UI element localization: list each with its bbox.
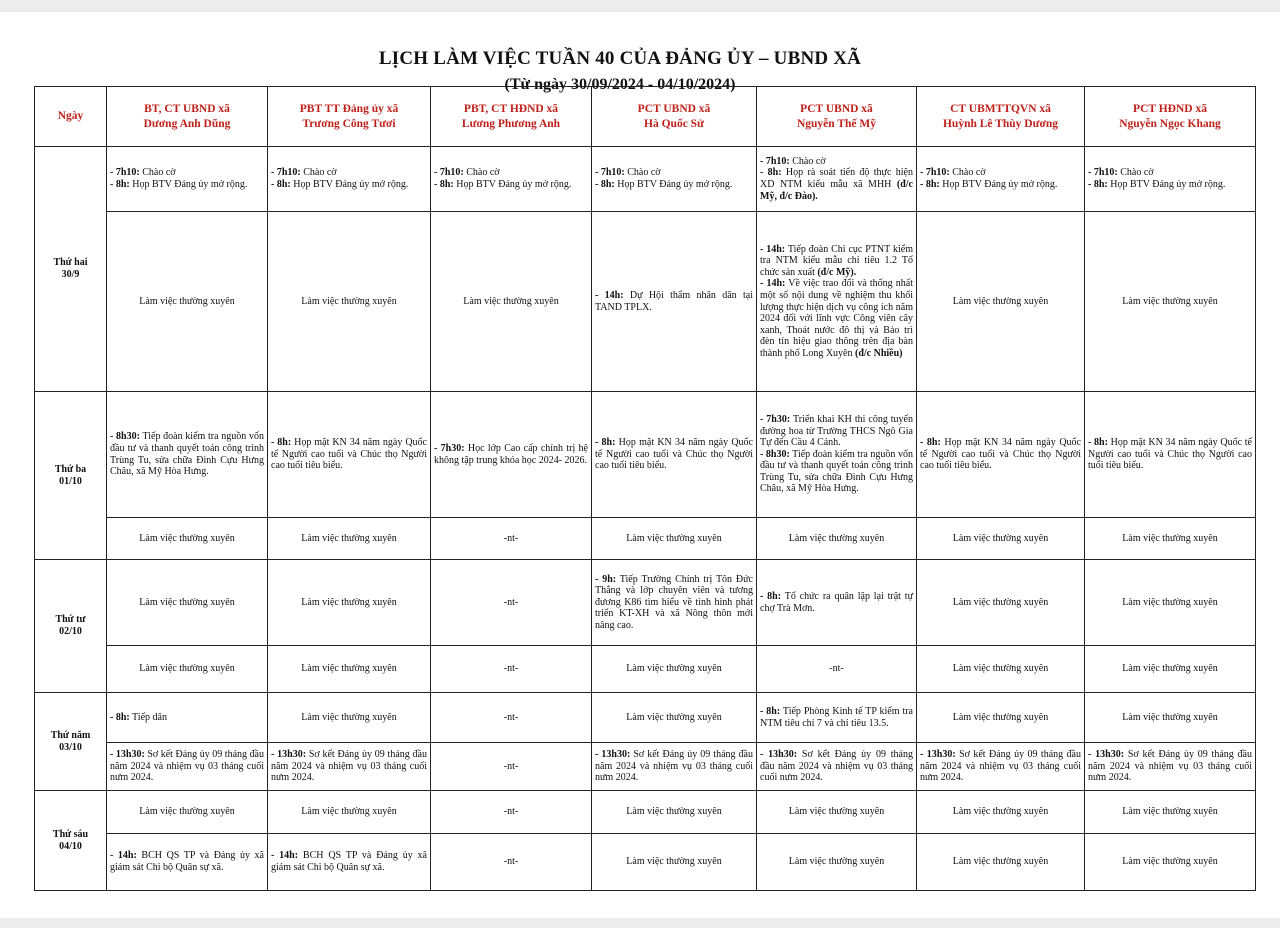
schedule-cell: Làm việc thường xuyên	[917, 791, 1085, 834]
schedule-cell: Làm việc thường xuyên	[917, 834, 1085, 891]
schedule-cell: Làm việc thường xuyên	[107, 212, 268, 392]
schedule-cell: -nt-	[757, 646, 917, 693]
table-row	[35, 147, 1256, 212]
table-row	[35, 693, 1256, 743]
table-row	[35, 518, 1256, 560]
schedule-cell: -nt-	[431, 560, 592, 646]
schedule-cell: - 7h10: Chào cờ - 8h: Họp BTV Đảng ủy mở rộng.	[268, 147, 431, 212]
schedule-cell: - 14h: Tiếp đoàn Chi cục PTNT kiểm tra NTM kiểu mẫu chỉ tiêu 1.2 Tổ chức sản xuất (đ/c Mỹ). - 14h: Về việc trao đổi và thống nhất một số nội dung về nghiệm thu khối lượng thực hiện dịch vụ công ích năm 2024 đối với lĩnh vực Công viên cây xanh, Thoát nước đô thị và Bảo trì đèn tín hiệu giao thông trên địa bàn thành phố Long Xuyên (đ/c Nhiều)	[757, 212, 917, 392]
schedule-cell: Làm việc thường xuyên	[1085, 693, 1256, 743]
page-title: LỊCH LÀM VIỆC TUẦN 40 CỦA ĐẢNG ỦY – UBND XÃ	[378, 48, 862, 69]
schedule-cell: -nt-	[431, 693, 592, 743]
schedule-cell: - 7h10: Chào cờ - 8h: Họp BTV Đảng ủy mở rộng.	[107, 147, 268, 212]
schedule-cell: Làm việc thường xuyên	[592, 834, 757, 891]
schedule-cell: - 7h30: Học lớp Cao cấp chính trị hệ không tập trung khóa học 2024- 2026.	[431, 392, 592, 518]
schedule-cell: Làm việc thường xuyên	[592, 693, 757, 743]
schedule-cell: Làm việc thường xuyên	[917, 212, 1085, 392]
schedule-cell: - 13h30: Sơ kết Đảng ủy 09 tháng đầu năm 2024 và nhiệm vụ 03 tháng cuối nưm 2024.	[268, 743, 431, 791]
table-row	[35, 791, 1256, 834]
schedule-cell: - 7h10: Chào cờ - 8h: Họp BTV Đảng ủy mở rộng.	[1085, 147, 1256, 212]
schedule-cell: Làm việc thường xuyên	[1085, 834, 1256, 891]
schedule-cell: - 13h30: Sơ kết Đảng ủy 09 tháng đầu năm 2024 và nhiệm vụ 03 tháng cuối nưm 2024.	[592, 743, 757, 791]
day-cell-thursday: Thứ năm 03/10	[35, 693, 107, 791]
table-row	[35, 646, 1256, 693]
schedule-cell: - 14h: BCH QS TP và Đảng ủy xã giám sát Chi bộ Quân sự xã.	[107, 834, 268, 891]
schedule-cell: Làm việc thường xuyên	[1085, 212, 1256, 392]
schedule-cell: Làm việc thường xuyên	[268, 560, 431, 646]
schedule-cell: Làm việc thường xuyên	[757, 518, 917, 560]
day-cell-tuesday: Thứ ba 01/10	[35, 392, 107, 560]
table-row	[35, 834, 1256, 891]
schedule-cell: - 13h30: Sơ kết Đảng ủy 09 tháng đầu năm 2024 và nhiệm vụ 03 tháng cuối nưm 2024.	[107, 743, 268, 791]
schedule-cell: Làm việc thường xuyên	[268, 693, 431, 743]
schedule-cell: Làm việc thường xuyên	[917, 693, 1085, 743]
schedule-cell: Làm việc thường xuyên	[917, 646, 1085, 693]
schedule-cell: - 8h30: Tiếp đoàn kiểm tra nguồn vốn đầu tư và thanh quyết toán công trình Trùng Tu, sửa chữa Đình Cựu Hưng Châu, xã Mỹ Hòa Hưng.	[107, 392, 268, 518]
schedule-cell: - 8h: Họp mặt KN 34 năm ngày Quốc tế Người cao tuổi và Chúc thọ Người cao tuổi tiêu biểu.	[917, 392, 1085, 518]
schedule-cell: Làm việc thường xuyên	[107, 646, 268, 693]
schedule-cell: Làm việc thường xuyên	[592, 791, 757, 834]
schedule-cell: - 8h: Họp mặt KN 34 năm ngày Quốc tế Người cao tuổi và Chúc thọ Người cao tuổi tiêu biểu.	[268, 392, 431, 518]
schedule-cell: Làm việc thường xuyên	[917, 560, 1085, 646]
schedule-cell: Làm việc thường xuyên	[1085, 560, 1256, 646]
schedule-cell: - 7h10: Chào cờ - 8h: Họp BTV Đảng ủy mở rộng.	[431, 147, 592, 212]
day-cell-monday: Thứ hai 30/9	[35, 147, 107, 392]
schedule-cell: - 8h: Tổ chức ra quân lập lại trật tự chợ Trà Mơn.	[757, 560, 917, 646]
schedule-cell: Làm việc thường xuyên	[1085, 518, 1256, 560]
schedule-table	[34, 86, 1256, 891]
schedule-cell: - 14h: Dự Hội thẩm nhân dân tại TAND TPLX.	[592, 212, 757, 392]
schedule-cell: - 8h: Tiếp Phòng Kinh tế TP kiểm tra NTM tiêu chí 7 và chỉ tiêu 13.5.	[757, 693, 917, 743]
schedule-cell: Làm việc thường xuyên	[107, 560, 268, 646]
schedule-cell: - 7h10: Chào cờ - 8h: Họp BTV Đảng ủy mở rộng.	[917, 147, 1085, 212]
schedule-cell: -nt-	[431, 743, 592, 791]
header-row	[35, 87, 1256, 147]
schedule-cell: Làm việc thường xuyên	[431, 212, 592, 392]
schedule-cell: Làm việc thường xuyên	[757, 834, 917, 891]
schedule-cell: - 8h: Tiếp dân	[107, 693, 268, 743]
schedule-cell: -nt-	[431, 834, 592, 891]
schedule-cell: Làm việc thường xuyên	[917, 518, 1085, 560]
schedule-cell: Làm việc thường xuyên	[107, 518, 268, 560]
table-row	[35, 743, 1256, 791]
schedule-cell: -nt-	[431, 518, 592, 560]
col-header-tuoi: PBT TT Đảng ủy xã Trương Công Tươi	[268, 87, 431, 147]
page-subtitle: (Từ ngày 30/09/2024 - 04/10/2024)	[504, 76, 736, 93]
schedule-cell: - 7h30: Triển khai KH thi công tuyến đường hoa từ Trường THCS Ngô Gia Tự đến Cầu 4 Cảnh. - 8h30: Tiếp đoàn kiểm tra nguồn vốn đầu tư và thanh quyết toán công trình Trùng Tu, sửa chữa Đình Cựu Hưng Châu, xã Mỹ Hòa Hưng.	[757, 392, 917, 518]
schedule-cell: -nt-	[431, 791, 592, 834]
schedule-cell: - 8h: Họp mặt KN 34 năm ngày Quốc tế Người cao tuổi và Chúc thọ Người cao tuổi tiêu biểu.	[592, 392, 757, 518]
col-header-khang: PCT HĐND xã Nguyễn Ngọc Khang	[1085, 87, 1256, 147]
schedule-cell: Làm việc thường xuyên	[268, 212, 431, 392]
schedule-cell: - 13h30: Sơ kết Đảng ủy 09 tháng đầu năm 2024 và nhiệm vụ 03 tháng cuối nưm 2024.	[917, 743, 1085, 791]
schedule-cell: Làm việc thường xuyên	[757, 791, 917, 834]
schedule-cell: - 13h30: Sơ kết Đảng ủy 09 tháng đầu năm 2024 và nhiệm vụ 03 tháng cuối nưm 2024.	[1085, 743, 1256, 791]
table-row	[35, 560, 1256, 646]
col-header-su: PCT UBND xã Hà Quốc Sử	[592, 87, 757, 147]
schedule-cell: Làm việc thường xuyên	[268, 791, 431, 834]
schedule-cell: Làm việc thường xuyên	[107, 791, 268, 834]
schedule-cell: Làm việc thường xuyên	[1085, 646, 1256, 693]
schedule-cell: Làm việc thường xuyên	[1085, 791, 1256, 834]
schedule-cell: - 8h: Họp mặt KN 34 năm ngày Quốc tế Người cao tuổi và Chúc thọ Người cao tuổi tiêu biểu.	[1085, 392, 1256, 518]
col-header-dung: BT, CT UBND xã Dương Anh Dũng	[107, 87, 268, 147]
day-cell-wednesday: Thứ tư 02/10	[35, 560, 107, 693]
col-header-anh: PBT, CT HĐND xã Lương Phương Anh	[431, 87, 592, 147]
schedule-cell: Làm việc thường xuyên	[268, 646, 431, 693]
day-cell-friday: Thứ sáu 04/10	[35, 791, 107, 891]
schedule-cell: Làm việc thường xuyên	[268, 518, 431, 560]
schedule-cell: -nt-	[431, 646, 592, 693]
schedule-cell: - 14h: BCH QS TP và Đảng ủy xã giám sát Chi bộ Quân sự xã.	[268, 834, 431, 891]
table-row	[35, 212, 1256, 392]
col-header-day: Ngày	[35, 87, 107, 147]
schedule-cell: - 9h: Tiếp Trường Chính trị Tôn Đức Thắng và lớp chuyên viên và tương đương K86 tìm hiểu về tình hình phát triển KT-XH và xã Nông thôn mới nâng cao.	[592, 560, 757, 646]
table-row	[35, 392, 1256, 518]
col-header-duong: CT UBMTTQVN xã Huỳnh Lê Thùy Dương	[917, 87, 1085, 147]
schedule-cell: Làm việc thường xuyên	[592, 646, 757, 693]
schedule-cell: - 7h10: Chào cờ - 8h: Họp BTV Đảng ủy mở rộng.	[592, 147, 757, 212]
schedule-cell: Làm việc thường xuyên	[592, 518, 757, 560]
schedule-cell: - 7h10: Chào cờ - 8h: Họp rà soát tiến độ thực hiện XD NTM kiểu mẫu xã MHH (đ/c Mỹ, đ/c Đào).	[757, 147, 917, 212]
schedule-cell: - 13h30: Sơ kết Đảng ủy 09 tháng đầu năm 2024 và nhiệm vụ 03 tháng cuối nưm 2024.	[757, 743, 917, 791]
col-header-my: PCT UBND xã Nguyễn Thế Mỹ	[757, 87, 917, 147]
